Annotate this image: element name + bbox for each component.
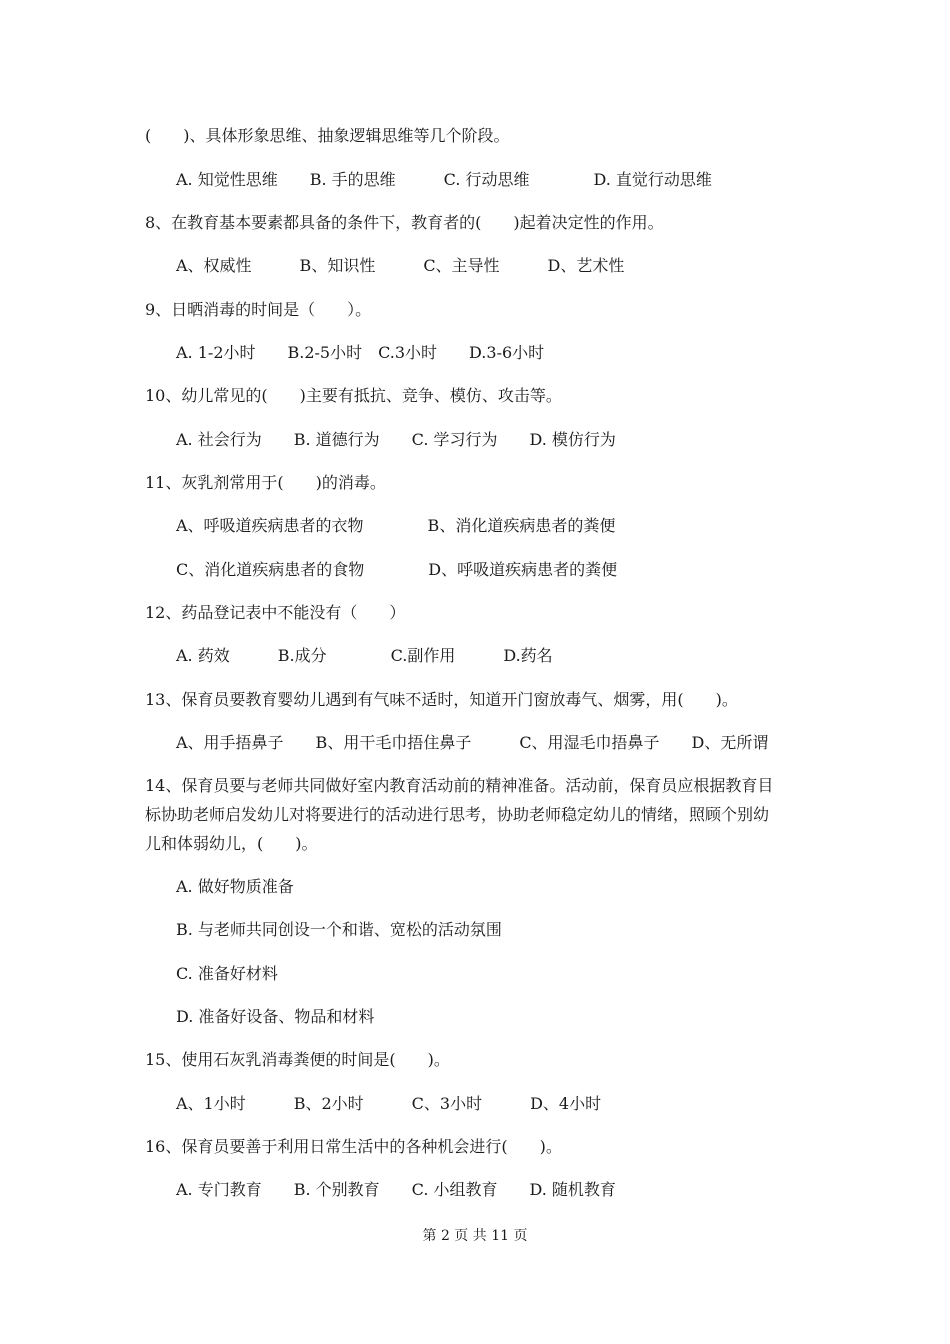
page-footer: 第 2 页 共 11 页 bbox=[422, 1228, 528, 1244]
question-14-option-a: A. 做好物质准备 bbox=[176, 877, 294, 896]
question-9-options: A. 1-2小时 B.2-5小时 C.3小时 D.3-6小时 bbox=[176, 343, 545, 362]
question-14-line-2: 标协助老师启发幼儿对将要进行的活动进行思考，协助老师稳定幼儿的情绪，照顾个别幼 bbox=[145, 805, 770, 824]
question-13-options: A、用手捂鼻子 B、用干毛巾捂住鼻子 C、用湿毛巾捂鼻子 D、无所谓 bbox=[176, 733, 769, 752]
question-9: 9、日晒消毒的时间是（ ）。 bbox=[145, 300, 372, 319]
question-11-options-ab: A、呼吸道疾病患者的衣物 B、消化道疾病患者的粪便 bbox=[176, 516, 616, 535]
question-13: 13、保育员要教育婴幼儿遇到有气味不适时，知道开门窗放毒气、烟雾，用( )。 bbox=[145, 690, 738, 709]
question-8-options: A、权威性 B、知识性 C、主导性 D、艺术性 bbox=[176, 256, 625, 275]
question-15: 15、使用石灰乳消毒粪便的时间是( )。 bbox=[145, 1050, 450, 1069]
question-10: 10、幼儿常见的( )主要有抵抗、竞争、模仿、攻击等。 bbox=[145, 386, 562, 405]
question-11-options-cd: C、消化道疾病患者的食物 D、呼吸道疾病患者的粪便 bbox=[176, 560, 618, 579]
question-16: 16、保育员要善于利用日常生活中的各种机会进行( )。 bbox=[145, 1137, 562, 1156]
question-14-option-c: C. 准备好材料 bbox=[176, 964, 278, 983]
question-7-continuation: ( )、具体形象思维、抽象逻辑思维等几个阶段。 bbox=[145, 126, 510, 145]
question-11: 11、灰乳剂常用于( )的消毒。 bbox=[145, 473, 386, 492]
question-14-line-1: 14、保育员要与老师共同做好室内教育活动前的精神准备。活动前，保育员应根据教育目 bbox=[145, 776, 774, 795]
question-10-options: A. 社会行为 B. 道德行为 C. 学习行为 D. 模仿行为 bbox=[176, 430, 616, 449]
question-7-options: A. 知觉性思维 B. 手的思维 C. 行动思维 D. 直觉行动思维 bbox=[176, 170, 712, 189]
question-14-line-3: 儿和体弱幼儿，( )。 bbox=[145, 834, 318, 853]
question-15-options: A、1小时 B、2小时 C、3小时 D、4小时 bbox=[176, 1094, 602, 1113]
question-12-options: A. 药效 B.成分 C.副作用 D.药名 bbox=[176, 646, 553, 665]
question-12: 12、药品登记表中不能没有（ ） bbox=[145, 603, 406, 622]
question-8: 8、在教育基本要素都具备的条件下，教育者的( )起着决定性的作用。 bbox=[145, 213, 664, 232]
question-14-option-d: D. 准备好设备、物品和材料 bbox=[176, 1007, 375, 1026]
question-14-option-b: B. 与老师共同创设一个和谐、宽松的活动氛围 bbox=[176, 920, 502, 939]
question-16-options: A. 专门教育 B. 个别教育 C. 小组教育 D. 随机教育 bbox=[176, 1180, 616, 1199]
